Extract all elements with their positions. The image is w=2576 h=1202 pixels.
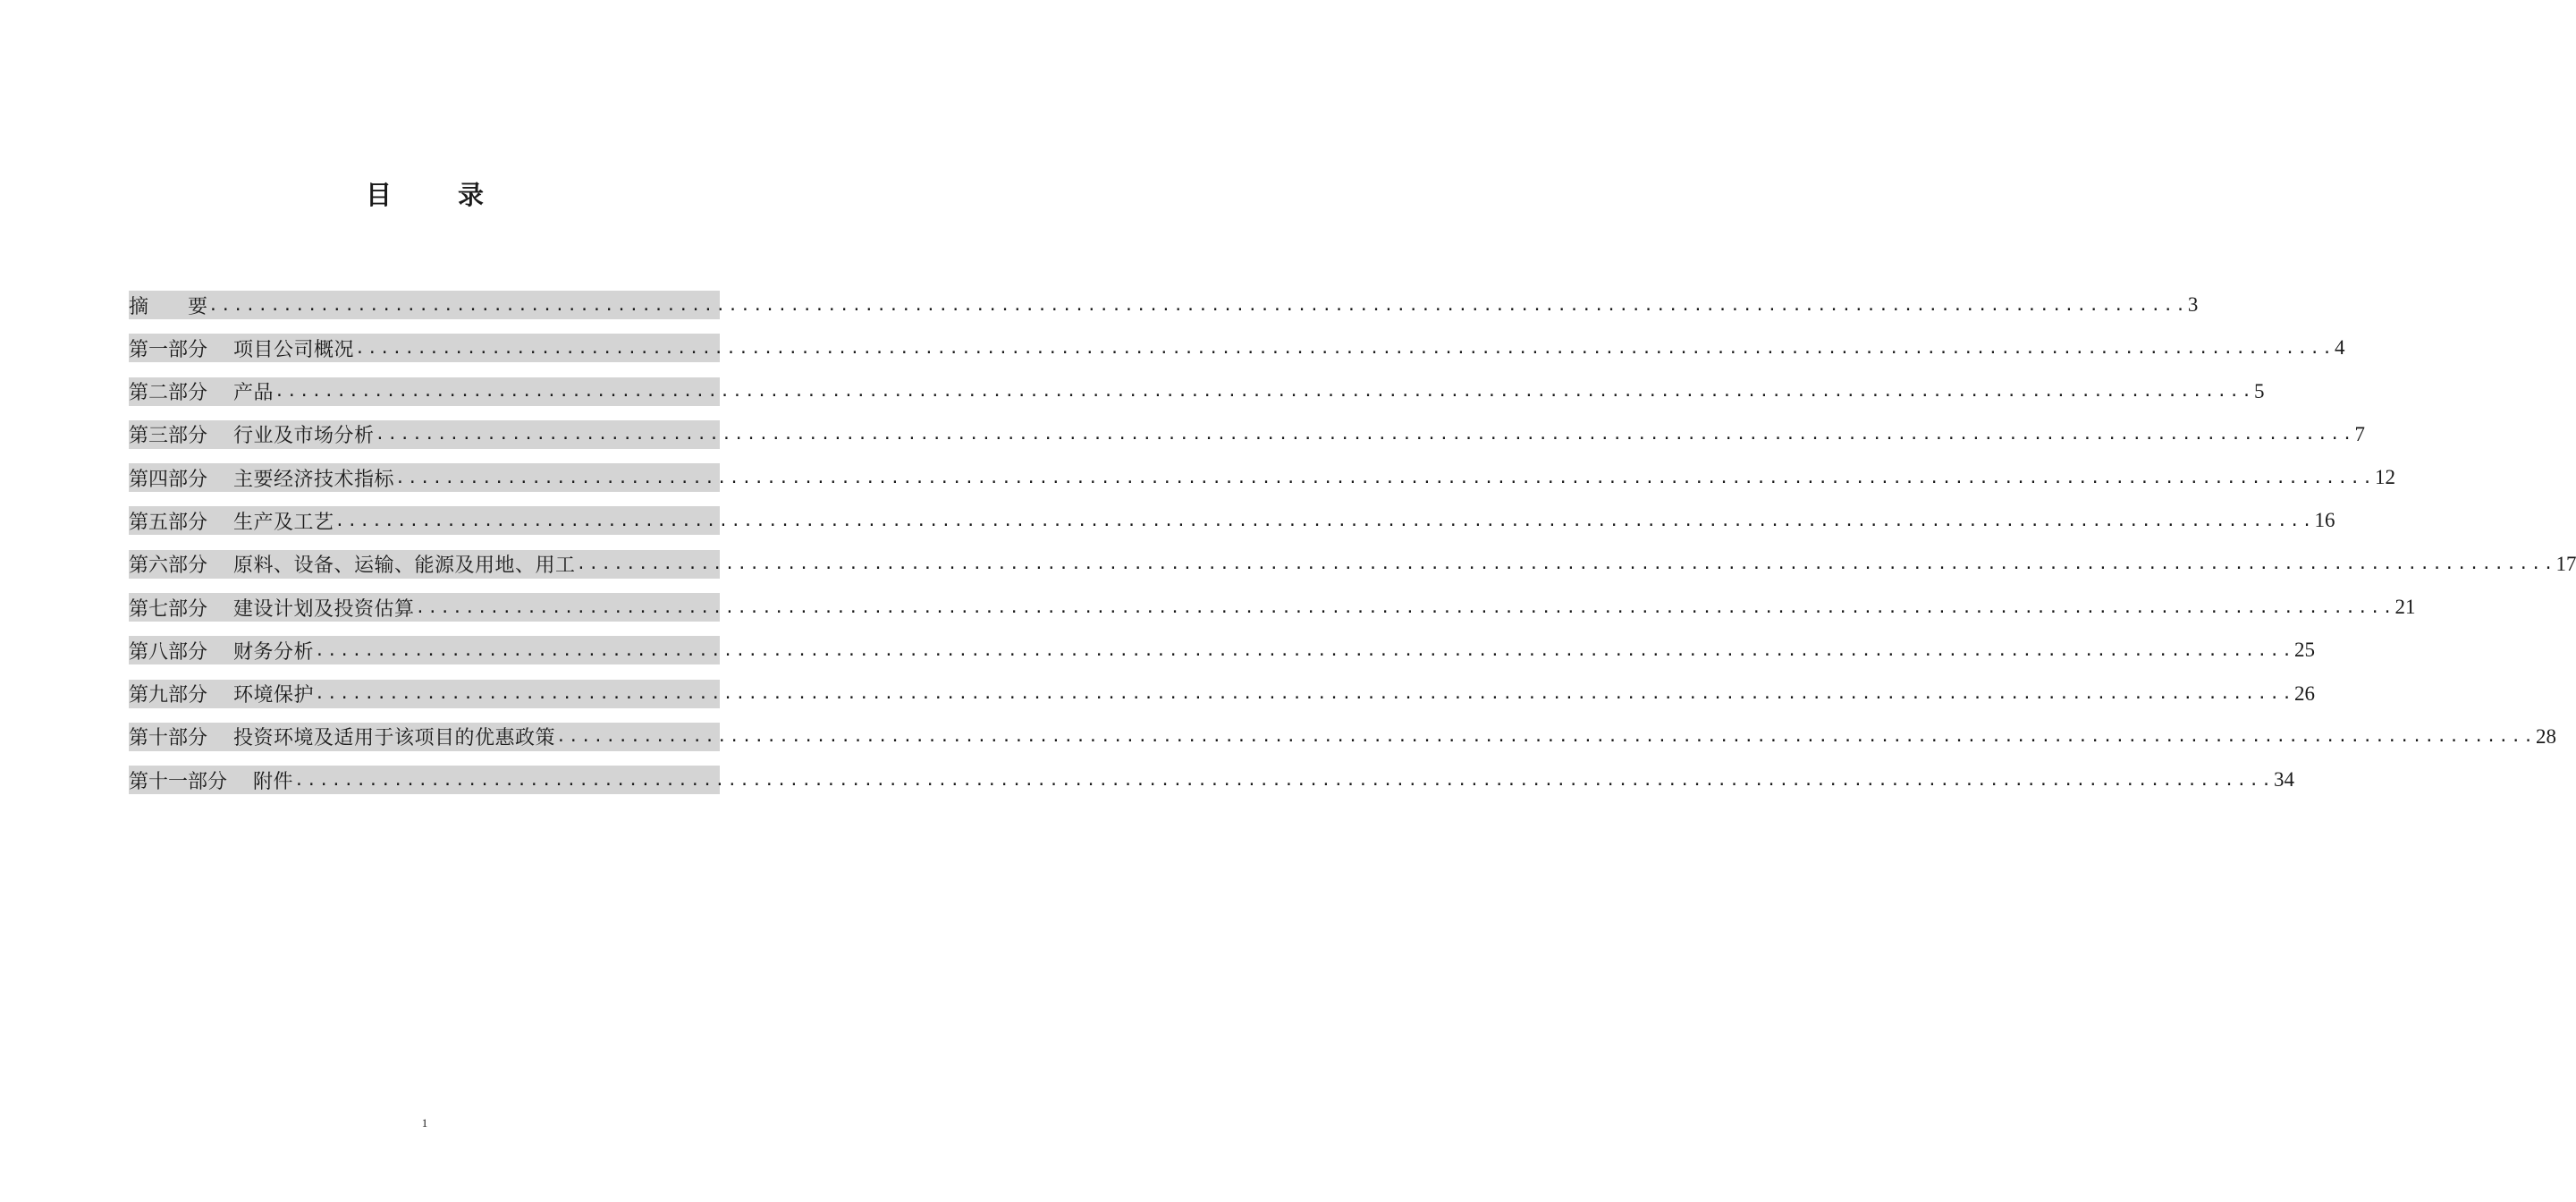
toc-dot-leader: ................................................................................................................................................................ xyxy=(294,770,2274,790)
toc-part-label: 第七部分 xyxy=(129,597,208,621)
toc-page-number: 26 xyxy=(2293,681,2315,705)
toc-dot-leader: ................................................................................................................................................................ xyxy=(315,684,2294,704)
toc-dot-leader: ................................................................................................................................................................ xyxy=(315,640,2294,660)
toc-dot-leader: ................................................................................................................................................................ xyxy=(576,554,2556,574)
toc-part-label: 第八部分 xyxy=(129,640,208,664)
toc-entry[interactable] xyxy=(129,680,2315,723)
toc-entry[interactable] xyxy=(129,377,2265,420)
toc-page-number: 34 xyxy=(2273,768,2294,791)
toc-entry-highlight xyxy=(129,463,2395,492)
toc-entry-highlight xyxy=(129,334,2345,362)
toc-entry[interactable] xyxy=(129,766,2294,808)
toc-entry-title: 主要经济技术指标 xyxy=(233,468,395,491)
toc-part-label: 第五部分 xyxy=(129,511,208,534)
toc-entry-title: 投资环境及适用于该项目的优惠政策 xyxy=(233,727,556,750)
toc-entry-highlight xyxy=(129,723,2556,751)
toc-entry[interactable] xyxy=(129,291,2199,334)
toc-entry-title: 原料、设备、运输、能源及用地、用工 xyxy=(233,554,576,578)
toc-part-label: 第十一部分 xyxy=(129,770,228,793)
toc-page-number: 5 xyxy=(2253,379,2265,402)
toc-dot-leader: ................................................................................................................................................................ xyxy=(355,338,2335,358)
toc-entry[interactable] xyxy=(129,463,2395,506)
toc-page-number: 17 xyxy=(2555,552,2576,575)
toc-dot-leader: ................................................................................................................................................................ xyxy=(415,597,2395,617)
title-char-2: 录 xyxy=(458,180,485,210)
toc-page-number: 7 xyxy=(2354,422,2365,445)
toc-part-label: 摘 要 xyxy=(129,295,208,318)
toc-part-label: 第六部分 xyxy=(129,554,208,578)
toc-part-label: 第九部分 xyxy=(129,684,208,707)
toc-entry-title: 环境保护 xyxy=(233,684,315,707)
toc-entry-highlight xyxy=(129,291,2199,319)
toc-entry-highlight xyxy=(129,766,2294,794)
toc-entry[interactable] xyxy=(129,723,2556,766)
toc-dot-leader: ................................................................................................................................................................ xyxy=(334,511,2315,530)
toc-dot-leader: ................................................................................................................................................................ xyxy=(375,425,2355,444)
toc-page-number: 4 xyxy=(2334,336,2345,360)
toc-page-number: 21 xyxy=(2394,596,2416,619)
toc-entry-title: 财务分析 xyxy=(233,640,315,664)
toc-part-label: 第一部分 xyxy=(129,338,208,361)
document-title xyxy=(0,175,849,215)
page-number: 1 xyxy=(421,1116,428,1130)
toc-entry[interactable] xyxy=(129,420,2365,463)
toc-entry[interactable] xyxy=(129,636,2315,679)
toc-page-number: 16 xyxy=(2314,509,2335,532)
toc-page-number: 3 xyxy=(2187,293,2199,316)
table-of-contents xyxy=(129,291,2576,809)
toc-page-number: 25 xyxy=(2293,639,2315,662)
toc-entry[interactable] xyxy=(129,550,2576,593)
toc-entry-title: 附件 xyxy=(253,770,294,793)
toc-entry-title: 建设计划及投资估算 xyxy=(233,597,415,621)
toc-dot-leader: ................................................................................................................................................................ xyxy=(274,382,2254,402)
toc-part-label: 第二部分 xyxy=(129,382,208,405)
toc-entry-title: 生产及工艺 xyxy=(233,511,334,534)
toc-entry-highlight xyxy=(129,680,2315,708)
toc-dot-leader: ................................................................................................................................................................ xyxy=(208,295,2188,315)
toc-entry-highlight xyxy=(129,593,2416,622)
toc-entry-highlight xyxy=(129,636,2315,664)
toc-entry-title: 行业及市场分析 xyxy=(233,425,375,448)
toc-entry-highlight xyxy=(129,550,2576,579)
toc-entry[interactable] xyxy=(129,334,2345,377)
toc-dot-leader: ................................................................................................................................................................ xyxy=(556,727,2536,747)
title-char-1: 目 xyxy=(366,180,393,210)
toc-dot-leader: ................................................................................................................................................................ xyxy=(395,468,2375,487)
toc-entry[interactable] xyxy=(129,506,2335,549)
toc-part-label: 第十部分 xyxy=(129,727,208,750)
toc-entry-highlight xyxy=(129,506,2335,535)
toc-page-number: 28 xyxy=(2535,724,2556,748)
toc-entry-highlight xyxy=(129,420,2365,449)
toc-page-number: 12 xyxy=(2374,466,2395,489)
toc-entry[interactable] xyxy=(129,593,2416,636)
toc-entry-highlight xyxy=(129,377,2265,406)
toc-part-label: 第三部分 xyxy=(129,425,208,448)
toc-entry-title: 产品 xyxy=(233,382,274,405)
toc-entry-title: 项目公司概况 xyxy=(233,338,355,361)
toc-part-label: 第四部分 xyxy=(129,468,208,491)
